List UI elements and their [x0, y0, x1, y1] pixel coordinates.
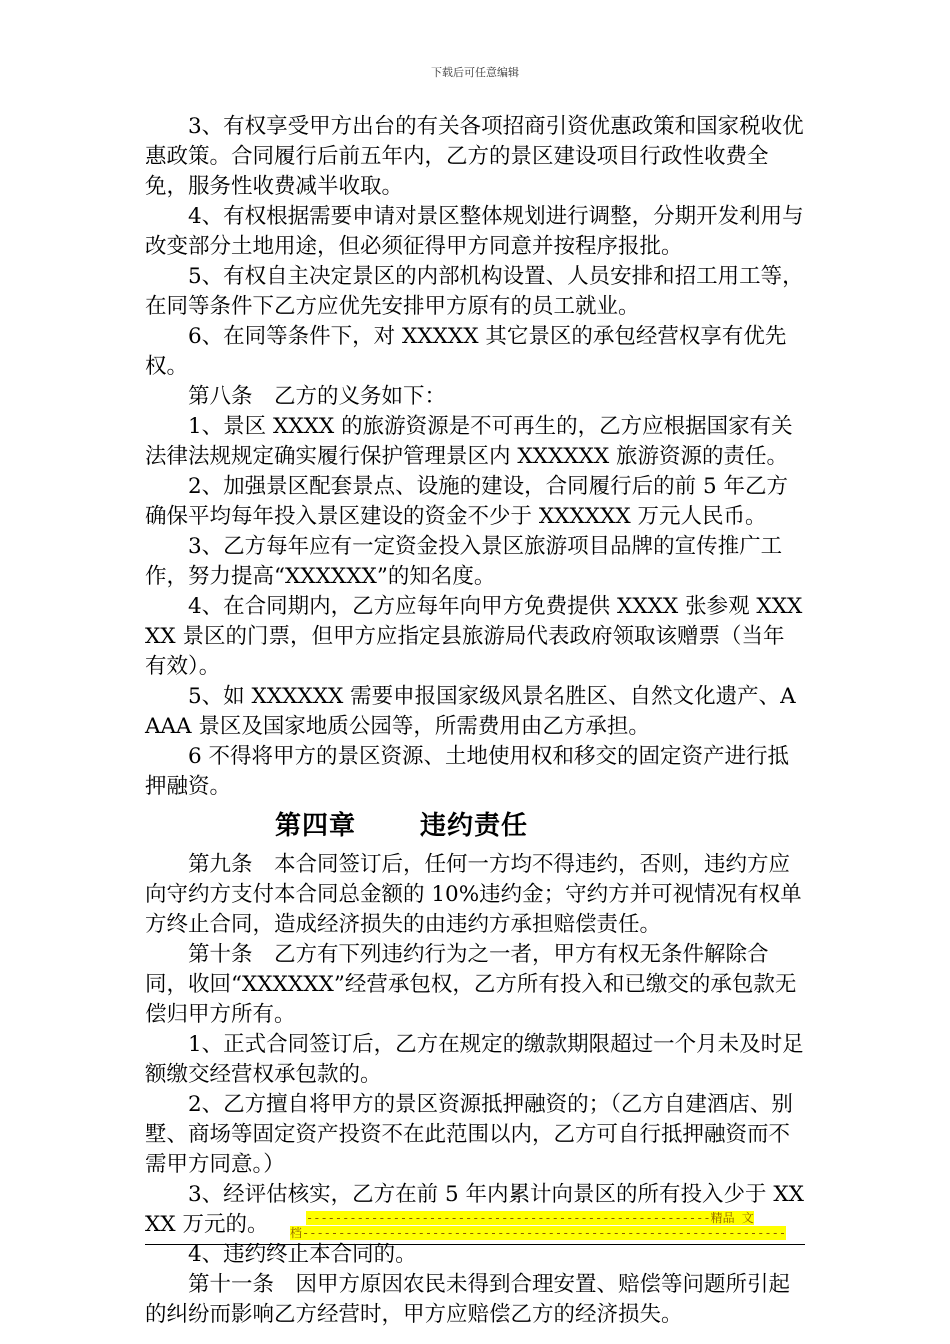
paragraph: 2、乙方擅自将甲方的景区资源抵押融资的；（乙方自建酒店、别墅、商场等固定资产投资不在此范围以内，乙方可自行抵押融资而不需甲方同意。）: [145, 1092, 793, 1177]
paragraph: 1、正式合同签订后，乙方在规定的缴款期限超过一个月未及时足额缴交经营权承包款的。: [145, 1032, 804, 1087]
paragraph: 1、景区 XXXX 的旅游资源是不可再生的，乙方应根据国家有关法律法规规定确实履行保护管理景区内 XXXXXX 旅游资源的责任。: [145, 414, 793, 469]
header-note: 下载后可任意编辑: [431, 66, 519, 79]
chapter-number: 第四章: [275, 811, 357, 841]
chapter-heading: [145, 802, 805, 850]
paragraph: 6、在同等条件下，对 XXXXX 其它景区的承包经营权享有优先权。: [145, 324, 787, 379]
paragraph: 5、有权自主决定景区的内部机构设置、人员安排和招工用工等，在同等条件下乙方应优先安排甲方原有的员工就业。: [145, 264, 804, 319]
paragraph: 第十条 乙方有下列违约行为之一者，甲方有权无条件解除合同，收回“XXXXXX”经营承包权，乙方所有投入和已缴交的承包款无偿归甲方所有。: [145, 942, 797, 1027]
paragraph: 3、乙方每年应有一定资金投入景区旅游项目品牌的宣传推广工作，努力提高“XXXXXX”的知名度。: [145, 534, 783, 589]
paragraph: 6 不得将甲方的景区资源、土地使用权和移交的固定资产进行抵押融资。: [145, 744, 790, 799]
footer-line-1: --------------------------------------------------------精品 文: [306, 1211, 754, 1225]
bottom-divider: [145, 1244, 805, 1245]
paragraph: 第九条 本合同签订后，任何一方均不得违约，否则，违约方应向守约方支付本合同总金额的 10%违约金；守约方并可视情况有权单方终止合同，造成经济损失的由违约方承担赔偿责任。: [145, 852, 802, 937]
paragraph: 第十一条 因甲方原因农民未得到合理安置、赔偿等问题所引起的纠纷而影响乙方经营时，甲方应赔偿乙方的经济损失。: [145, 1272, 791, 1327]
article-heading: 第八条 乙方的义务如下：: [188, 384, 447, 409]
paragraph: 3、经评估核实，乙方在前 5 年内累计向景区的所有投入少于 XXXX 万元的。: [145, 1182, 804, 1237]
document-body: [145, 112, 805, 1330]
footer-watermark: [290, 1211, 786, 1241]
paragraph: 4、违约终止本合同的。: [188, 1242, 417, 1267]
chapter-title: 违约责任: [420, 811, 529, 841]
paragraph: 4、在合同期内，乙方应每年向甲方免费提供 XXXX 张参观 XXXXX 景区的门票，但甲方应指定县旅游局代表政府领取该赠票（当年有效）。: [145, 594, 803, 679]
footer-line-2: 档-------------------------------------------------------------------: [290, 1226, 787, 1240]
paragraph: 2、加强景区配套景点、设施的建设，合同履行后的前 5 年乙方确保平均每年投入景区建设的资金不少于 XXXXXX 万元人民币。: [145, 474, 789, 529]
paragraph: 3、有权享受甲方出台的有关各项招商引资优惠政策和国家税收优惠政策。合同履行后前五年内，乙方的景区建设项目行政性收费全免，服务性收费减半收取。: [145, 114, 804, 199]
paragraph: 5、如 XXXXXX 需要申报国家级风景名胜区、自然文化遗产、AAAA 景区及国家地质公园等，所需费用由乙方承担。: [145, 684, 796, 739]
paragraph: 4、有权根据需要申请对景区整体规划进行调整，分期开发利用与改变部分土地用途，但必须征得甲方同意并按程序报批。: [145, 204, 804, 259]
